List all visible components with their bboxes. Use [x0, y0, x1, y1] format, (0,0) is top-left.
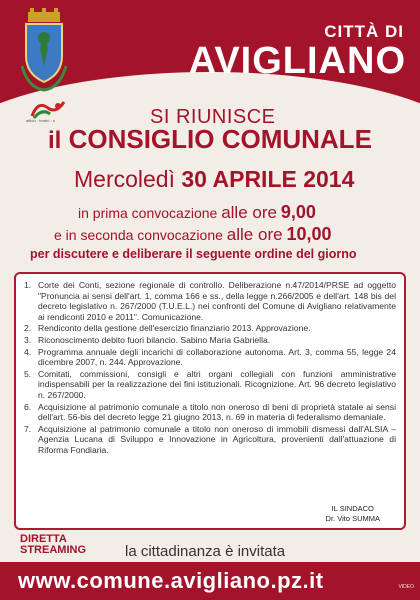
second-call-text: e in seconda convocazione	[54, 227, 223, 243]
agenda-item-number: 3.	[24, 334, 32, 345]
agenda-item-number: 4.	[24, 346, 32, 357]
streaming-label-line1: DIRETTA	[20, 533, 67, 545]
agenda-list	[24, 280, 396, 456]
second-call-at: alle ore	[226, 225, 283, 244]
streaming-label-line2: STREAMING	[20, 544, 86, 556]
coat-of-arms-icon	[18, 8, 70, 92]
meeting-date-value: 30 APRILE 2014	[181, 166, 355, 192]
website-link[interactable]: www.comune.avigliano.pz.it	[18, 568, 324, 593]
agenda-item	[24, 424, 396, 456]
agenda-item	[24, 323, 396, 334]
agenda-item-number: 2.	[24, 323, 32, 334]
first-call-at: alle ore	[221, 203, 277, 222]
footer-band	[0, 562, 420, 600]
first-call	[78, 202, 316, 223]
signature-role: IL SINDACO	[331, 504, 374, 513]
agenda-item-text: Corte dei Conti, sezione regionale di controllo. Deliberazione n.47/2014/PRSE ad oggetto "Pronuncia ai sensi dell'art. 1, comma 166 e ss., della legge n.266/2005 e dell'art. 148 bis del decreto legislativo n. 267/2000 (T.U.E.L.) nei confronti del Comune di Avigliano relativamente ai rendiconti 2010 e 2011". Comunicazione.	[38, 280, 396, 322]
second-call	[54, 224, 332, 245]
meeting-intro: SI RIUNISCE	[150, 106, 276, 128]
agenda-item-number: 6.	[24, 401, 32, 412]
meeting-title	[48, 124, 372, 155]
agenda-item-text: Rendiconto della gestione dell'esercizio finanziario 2013. Approvazione.	[38, 323, 311, 334]
agenda-item	[24, 369, 396, 401]
agenda-item-text: Comitati, commissioni, consigli e altri organi collegiali con funzioni amministrative indispensabili per la realizzazione dei fini istituzionali. Ricognizione. Art. 96 decreto legislativo n. 267/2000.	[38, 368, 396, 400]
agenda-item-number: 5.	[24, 368, 32, 379]
first-call-time: 9,00	[280, 202, 316, 222]
agenda-item	[24, 335, 396, 346]
meeting-title-main: CONSIGLIO COMUNALE	[68, 124, 372, 154]
city-name: AVIGLIANO	[188, 40, 406, 82]
meeting-date	[74, 166, 354, 193]
agenda-item-text: Programma annuale degli incarichi di collaborazione autonoma. Art. 3, comma 55, legge 24 dicembre 2007, n. 244. Approvazione.	[38, 346, 396, 368]
agenda-item-text: Riconoscimento debito fuori bilancio. Sabino Maria Gabriella.	[38, 334, 271, 345]
agenda-item-number: 7.	[24, 423, 32, 434]
agenda-item-text: Acquisizione al patrimonio comunale a titolo non oneroso di immobili dismessi dall'ALSIA – Agenzia Lucana di Sviluppo e Innovazione in Agricoltura, provenienti dall'attuazione di Riforma Fondiaria.	[38, 423, 396, 455]
second-call-time: 10,00	[286, 224, 332, 244]
agenda-item-number: 1.	[24, 280, 32, 290]
event-logo-caption: affido · teatro · s	[26, 118, 56, 123]
corner-mark: VIDEO	[398, 584, 414, 590]
agenda-item-text: Acquisizione al patrimonio comunale a titolo non oneroso di beni di proprietà statale ai sensi dell'art. 56-bis del decreto legge 21 giugno 2013, n. 69 in materia di federalismo demaniale.	[38, 401, 396, 423]
agenda-item	[24, 280, 396, 322]
streaming-label	[20, 534, 86, 556]
meeting-title-prefix: il	[48, 127, 62, 154]
agenda-item	[24, 347, 396, 368]
public-invitation: la cittadinanza è invitata	[125, 543, 286, 560]
signature-name: Dr. Vito SUMMA	[325, 514, 380, 523]
agenda-box	[14, 272, 406, 530]
mayor-signature	[326, 504, 380, 524]
agenda-item	[24, 402, 396, 423]
city-prefix: CITTÀ DI	[324, 22, 404, 41]
first-call-text: in prima convocazione	[78, 205, 218, 221]
agenda-intro: per discutere e deliberare il seguente ordine del giorno	[30, 247, 357, 261]
meeting-day: Mercoledì	[74, 166, 175, 192]
